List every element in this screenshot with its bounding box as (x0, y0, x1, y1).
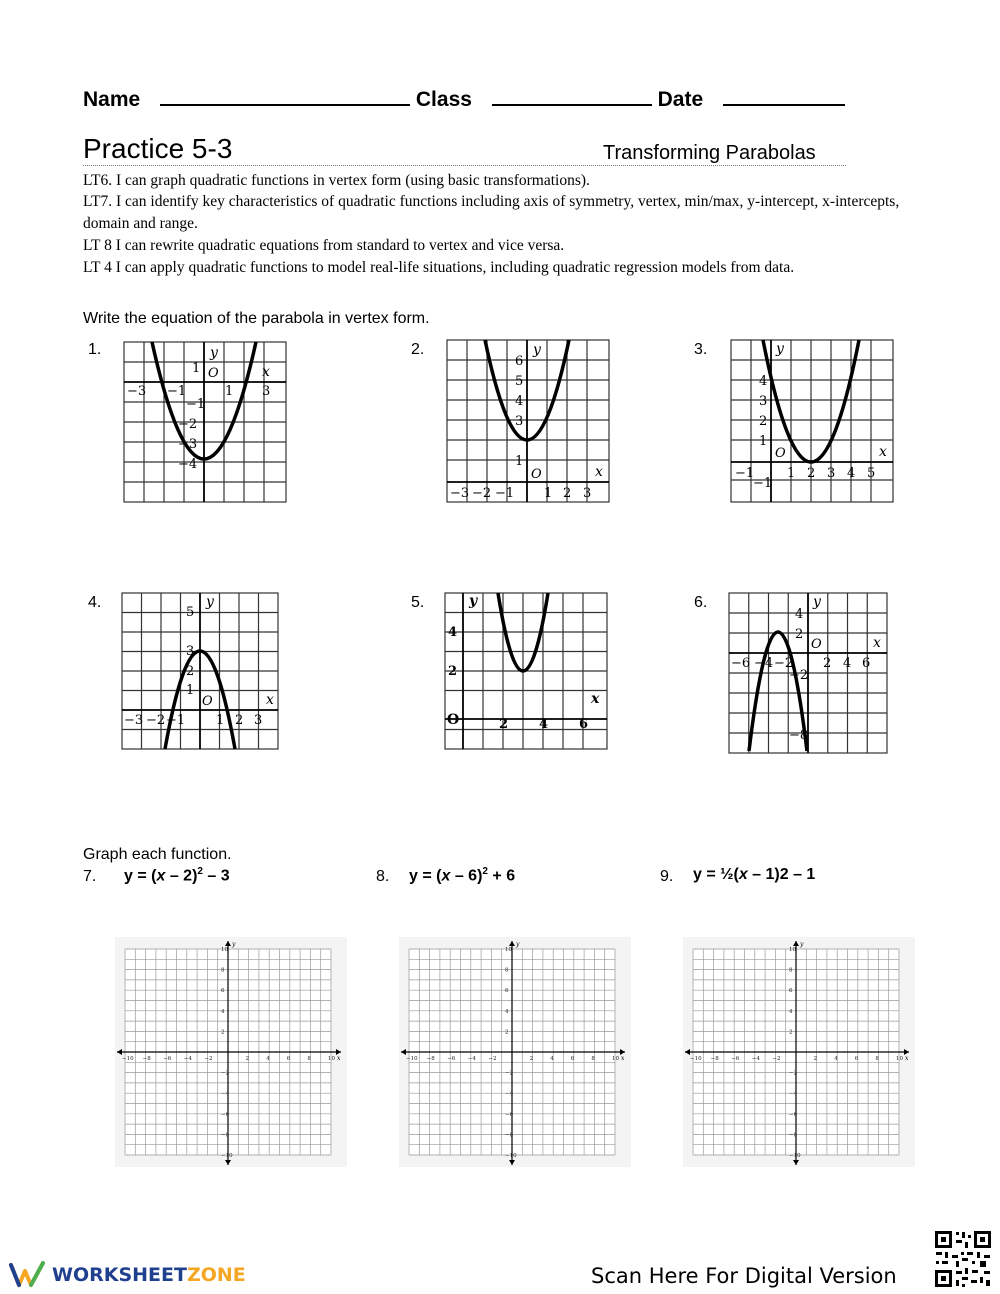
y-tick-label: 4 (789, 1008, 793, 1015)
worksheet-zone-logo-icon (8, 1259, 48, 1289)
y-axis-label: y (776, 341, 784, 357)
y-tick-label: 2 (795, 627, 804, 642)
y-axis-label: y (533, 342, 541, 358)
y-tick-label: −8 (505, 1132, 514, 1139)
y-tick-label: 6 (221, 988, 225, 995)
equation-part: – 6) (450, 867, 483, 885)
blank-coordinate-grid-8[interactable] (399, 937, 631, 1167)
x-tick-label: −4 (751, 1056, 760, 1062)
equation-part: – 1)2 – 1 (747, 866, 816, 883)
y-tick-label: −3 (178, 437, 198, 452)
y-tick-label: −8 (789, 728, 809, 743)
blank-coordinate-grid-9[interactable] (683, 937, 915, 1167)
name-label: Name (83, 88, 141, 111)
x-tick-label: 3 (827, 466, 836, 481)
parabola-graph-6 (727, 591, 889, 755)
origin-label: O (811, 637, 822, 652)
y-tick-label: 2 (186, 664, 195, 679)
parabola-graph-2 (445, 338, 611, 504)
y-tick-label: −4 (178, 457, 198, 472)
y-tick-label: 6 (515, 354, 524, 369)
x-tick-label: 8 (591, 1056, 595, 1062)
x-tick-label: −4 (183, 1056, 192, 1062)
y-axis-label: y (206, 594, 214, 610)
x-tick-label: 4 (550, 1056, 554, 1062)
x-tick-label: 8 (307, 1056, 311, 1062)
x-tick-label: −3 (124, 713, 144, 728)
equation-variable: x (156, 867, 166, 885)
x-tick-label: 6 (570, 1056, 575, 1062)
y-tick-label: −1 (753, 476, 773, 491)
x-axis-label: x (905, 1055, 909, 1062)
x-tick-label: −6 (731, 1056, 740, 1062)
x-tick-label: −4 (467, 1056, 476, 1062)
y-tick-label: −6 (505, 1111, 514, 1118)
y-tick-label: −2 (505, 1070, 514, 1077)
origin-label: O (447, 712, 460, 728)
y-axis-label: y (232, 941, 236, 948)
equation-part: – 2) (165, 867, 198, 885)
y-tick-label: 3 (759, 394, 768, 409)
y-tick-label: 4 (221, 1008, 225, 1015)
scan-text: Scan Here For Digital Version (591, 1264, 897, 1288)
parabola-graph-3 (729, 338, 895, 504)
x-tick-label: 1 (787, 466, 796, 481)
equation (409, 866, 515, 885)
y-tick-label: −8 (789, 1132, 798, 1139)
x-axis-label: x (337, 1055, 341, 1062)
parabola-graph-5 (443, 591, 609, 751)
y-tick-label: −4 (505, 1091, 514, 1098)
x-axis-label: x (266, 692, 274, 708)
y-tick-label: 1 (186, 683, 195, 698)
y-tick-label: 3 (515, 414, 524, 429)
y-tick-label: −10 (505, 1153, 517, 1159)
origin-label: O (531, 467, 542, 482)
x-tick-label: 6 (862, 656, 871, 671)
y-tick-label: 1 (192, 361, 201, 376)
x-tick-label: 6 (579, 717, 589, 732)
equation-exponent: 2 (197, 866, 203, 877)
y-tick-label: −2 (789, 1070, 798, 1077)
y-tick-label: 4 (505, 1008, 509, 1015)
x-tick-label: 4 (834, 1056, 838, 1062)
x-tick-label: 5 (867, 466, 876, 481)
x-tick-label: −2 (774, 656, 794, 671)
y-tick-label: 4 (448, 625, 458, 640)
equation (693, 866, 815, 884)
origin-label: O (202, 694, 213, 709)
brand-name (52, 1264, 246, 1286)
x-axis-label: x (262, 364, 270, 380)
header-row (83, 86, 853, 112)
x-tick-label: −10 (406, 1056, 418, 1062)
y-tick-label: 8 (221, 967, 225, 974)
y-tick-label: 5 (186, 605, 195, 620)
x-tick-label: 2 (529, 1056, 534, 1062)
x-tick-label: 2 (807, 466, 816, 481)
x-tick-label: −2 (472, 486, 492, 501)
x-tick-label: 2 (813, 1056, 818, 1062)
y-tick-label: −4 (221, 1091, 230, 1098)
y-axis-label: y (469, 593, 478, 609)
x-tick-label: −8 (710, 1056, 719, 1062)
problem-number: 6. (694, 594, 708, 611)
x-tick-label: −1 (735, 466, 755, 481)
y-tick-label: 2 (221, 1029, 225, 1036)
y-tick-label: 1 (515, 454, 524, 469)
y-tick-label: −2 (178, 417, 198, 432)
blank-coordinate-grid-7[interactable] (115, 937, 347, 1167)
y-tick-label: −2 (221, 1070, 230, 1077)
x-tick-label: −10 (690, 1056, 702, 1062)
section1-instruction: Write the equation of the parabola in vertex form. (83, 310, 430, 327)
brand-left: WORKSHEET (52, 1264, 187, 1286)
y-tick-label: −8 (221, 1132, 230, 1139)
y-tick-label: 10 (505, 947, 512, 953)
problem-number: 1. (88, 341, 102, 358)
y-tick-label: −2 (789, 668, 809, 683)
y-tick-label: 8 (505, 967, 509, 974)
equation-variable: x (738, 866, 748, 883)
y-tick-label: 4 (795, 607, 804, 622)
y-axis-label: y (813, 594, 821, 610)
y-axis-label: y (210, 345, 218, 361)
x-tick-label: 10 (896, 1056, 903, 1062)
equation-exponent: 2 (482, 866, 488, 877)
x-tick-label: −4 (754, 656, 774, 671)
parabola-graph-4 (120, 591, 280, 751)
x-tick-label: 3 (262, 384, 271, 399)
y-tick-label: −10 (789, 1153, 801, 1159)
y-tick-label: −4 (789, 1091, 798, 1098)
y-tick-label: −6 (221, 1111, 230, 1118)
y-tick-label: −10 (221, 1153, 233, 1159)
x-tick-label: −1 (167, 384, 187, 399)
class-blank[interactable] (492, 86, 652, 106)
equation (124, 866, 230, 885)
problem-number: 5. (411, 594, 425, 611)
x-tick-label: 1 (216, 713, 225, 728)
problem-number: 7. (83, 868, 97, 885)
y-tick-label: 3 (186, 644, 195, 659)
x-tick-label: −6 (731, 656, 751, 671)
equation-part: – 3 (202, 867, 230, 885)
x-tick-label: −2 (772, 1056, 781, 1062)
x-axis-label: x (591, 691, 600, 707)
title-divider (83, 165, 846, 166)
x-tick-label: 10 (328, 1056, 335, 1062)
problem-number: 8. (376, 868, 390, 885)
x-tick-label: −10 (122, 1056, 134, 1062)
y-tick-label: 2 (448, 664, 458, 679)
grid-lines (447, 340, 609, 502)
x-tick-label: 4 (847, 466, 856, 481)
problem-number: 4. (88, 594, 102, 611)
name-blank[interactable] (160, 86, 410, 106)
y-tick-label: 2 (505, 1029, 509, 1036)
date-label: Date (657, 88, 704, 111)
y-tick-label: 5 (515, 374, 524, 389)
y-tick-label: 2 (759, 414, 768, 429)
learning-target: LT 8 I can rewrite quadratic equations from standard to vertex and vice versa. (83, 237, 565, 254)
x-axis-label: x (873, 635, 881, 651)
origin-label: O (775, 446, 786, 461)
x-tick-label: 2 (823, 656, 832, 671)
x-tick-label: −3 (450, 486, 470, 501)
x-tick-label: 6 (286, 1056, 291, 1062)
x-tick-label: −6 (447, 1056, 456, 1062)
y-tick-label: 10 (221, 947, 228, 953)
x-tick-label: 3 (254, 713, 263, 728)
class-label: Class (415, 88, 472, 111)
x-tick-label: 2 (235, 713, 244, 728)
x-tick-label: 8 (875, 1056, 879, 1062)
equation-part: y = ½( (693, 866, 739, 883)
x-tick-label: −8 (142, 1056, 151, 1062)
x-tick-label: 10 (612, 1056, 619, 1062)
y-tick-label: −6 (789, 1111, 798, 1118)
y-tick-label: 4 (515, 394, 524, 409)
equation-variable: x (441, 867, 451, 885)
problem-number: 3. (694, 341, 708, 358)
x-tick-label: 1 (544, 486, 553, 501)
x-tick-label: 4 (843, 656, 852, 671)
y-tick-label: 6 (789, 988, 793, 995)
date-blank[interactable] (723, 86, 845, 106)
y-tick-label: 1 (759, 434, 768, 449)
x-tick-label: −3 (127, 384, 147, 399)
equation-part: y = ( (409, 867, 442, 885)
qr-code-icon[interactable] (932, 1228, 994, 1290)
equation-part: y = ( (124, 867, 157, 885)
learning-target: LT6. I can graph quadratic functions in vertex form (using basic transformations). (83, 172, 590, 189)
learning-target: LT 4 I can apply quadratic functions to model real-life situations, including quadratic regression models from data. (83, 259, 795, 276)
x-tick-label: −2 (146, 713, 166, 728)
problem-number: 2. (411, 341, 425, 358)
problem-number: 9. (660, 868, 674, 885)
x-tick-label: −6 (163, 1056, 172, 1062)
x-tick-label: 2 (245, 1056, 250, 1062)
y-tick-label: 2 (789, 1029, 793, 1036)
x-axis-label: x (621, 1055, 625, 1062)
y-tick-label: 6 (505, 988, 509, 995)
x-tick-label: 6 (854, 1056, 859, 1062)
y-tick-label: 10 (789, 947, 796, 953)
origin-label: O (208, 366, 219, 381)
y-tick-label: −1 (186, 397, 206, 412)
section2-instruction: Graph each function. (83, 846, 232, 863)
x-tick-label: −8 (426, 1056, 435, 1062)
x-tick-label: 1 (225, 384, 234, 399)
page-subtitle: Transforming Parabolas (603, 142, 816, 164)
x-axis-label: x (879, 444, 887, 460)
page-title: Practice 5-3 (83, 133, 233, 164)
y-axis-label: y (800, 941, 804, 948)
equation-part: + 6 (487, 867, 516, 885)
y-tick-label: 8 (789, 967, 793, 974)
y-axis-label: y (516, 941, 520, 948)
x-tick-label: −2 (488, 1056, 497, 1062)
x-tick-label: 2 (563, 486, 572, 501)
x-axis-label: x (595, 464, 603, 480)
parabola-graph-1 (122, 340, 288, 504)
x-tick-label: −1 (166, 713, 186, 728)
x-tick-label: 2 (499, 717, 509, 732)
x-tick-label: 3 (583, 486, 592, 501)
x-tick-label: 4 (539, 717, 549, 732)
x-tick-label: −1 (495, 486, 515, 501)
learning-target: LT7. I can identify key characteristics of quadratic functions including axis of symmetry, vertex, min/max, y-intercept, x-intercepts, domain and range. (83, 193, 900, 232)
brand-right: ZONE (186, 1264, 246, 1286)
x-tick-label: 4 (266, 1056, 270, 1062)
x-tick-label: −2 (204, 1056, 213, 1062)
y-tick-label: 4 (759, 374, 768, 389)
